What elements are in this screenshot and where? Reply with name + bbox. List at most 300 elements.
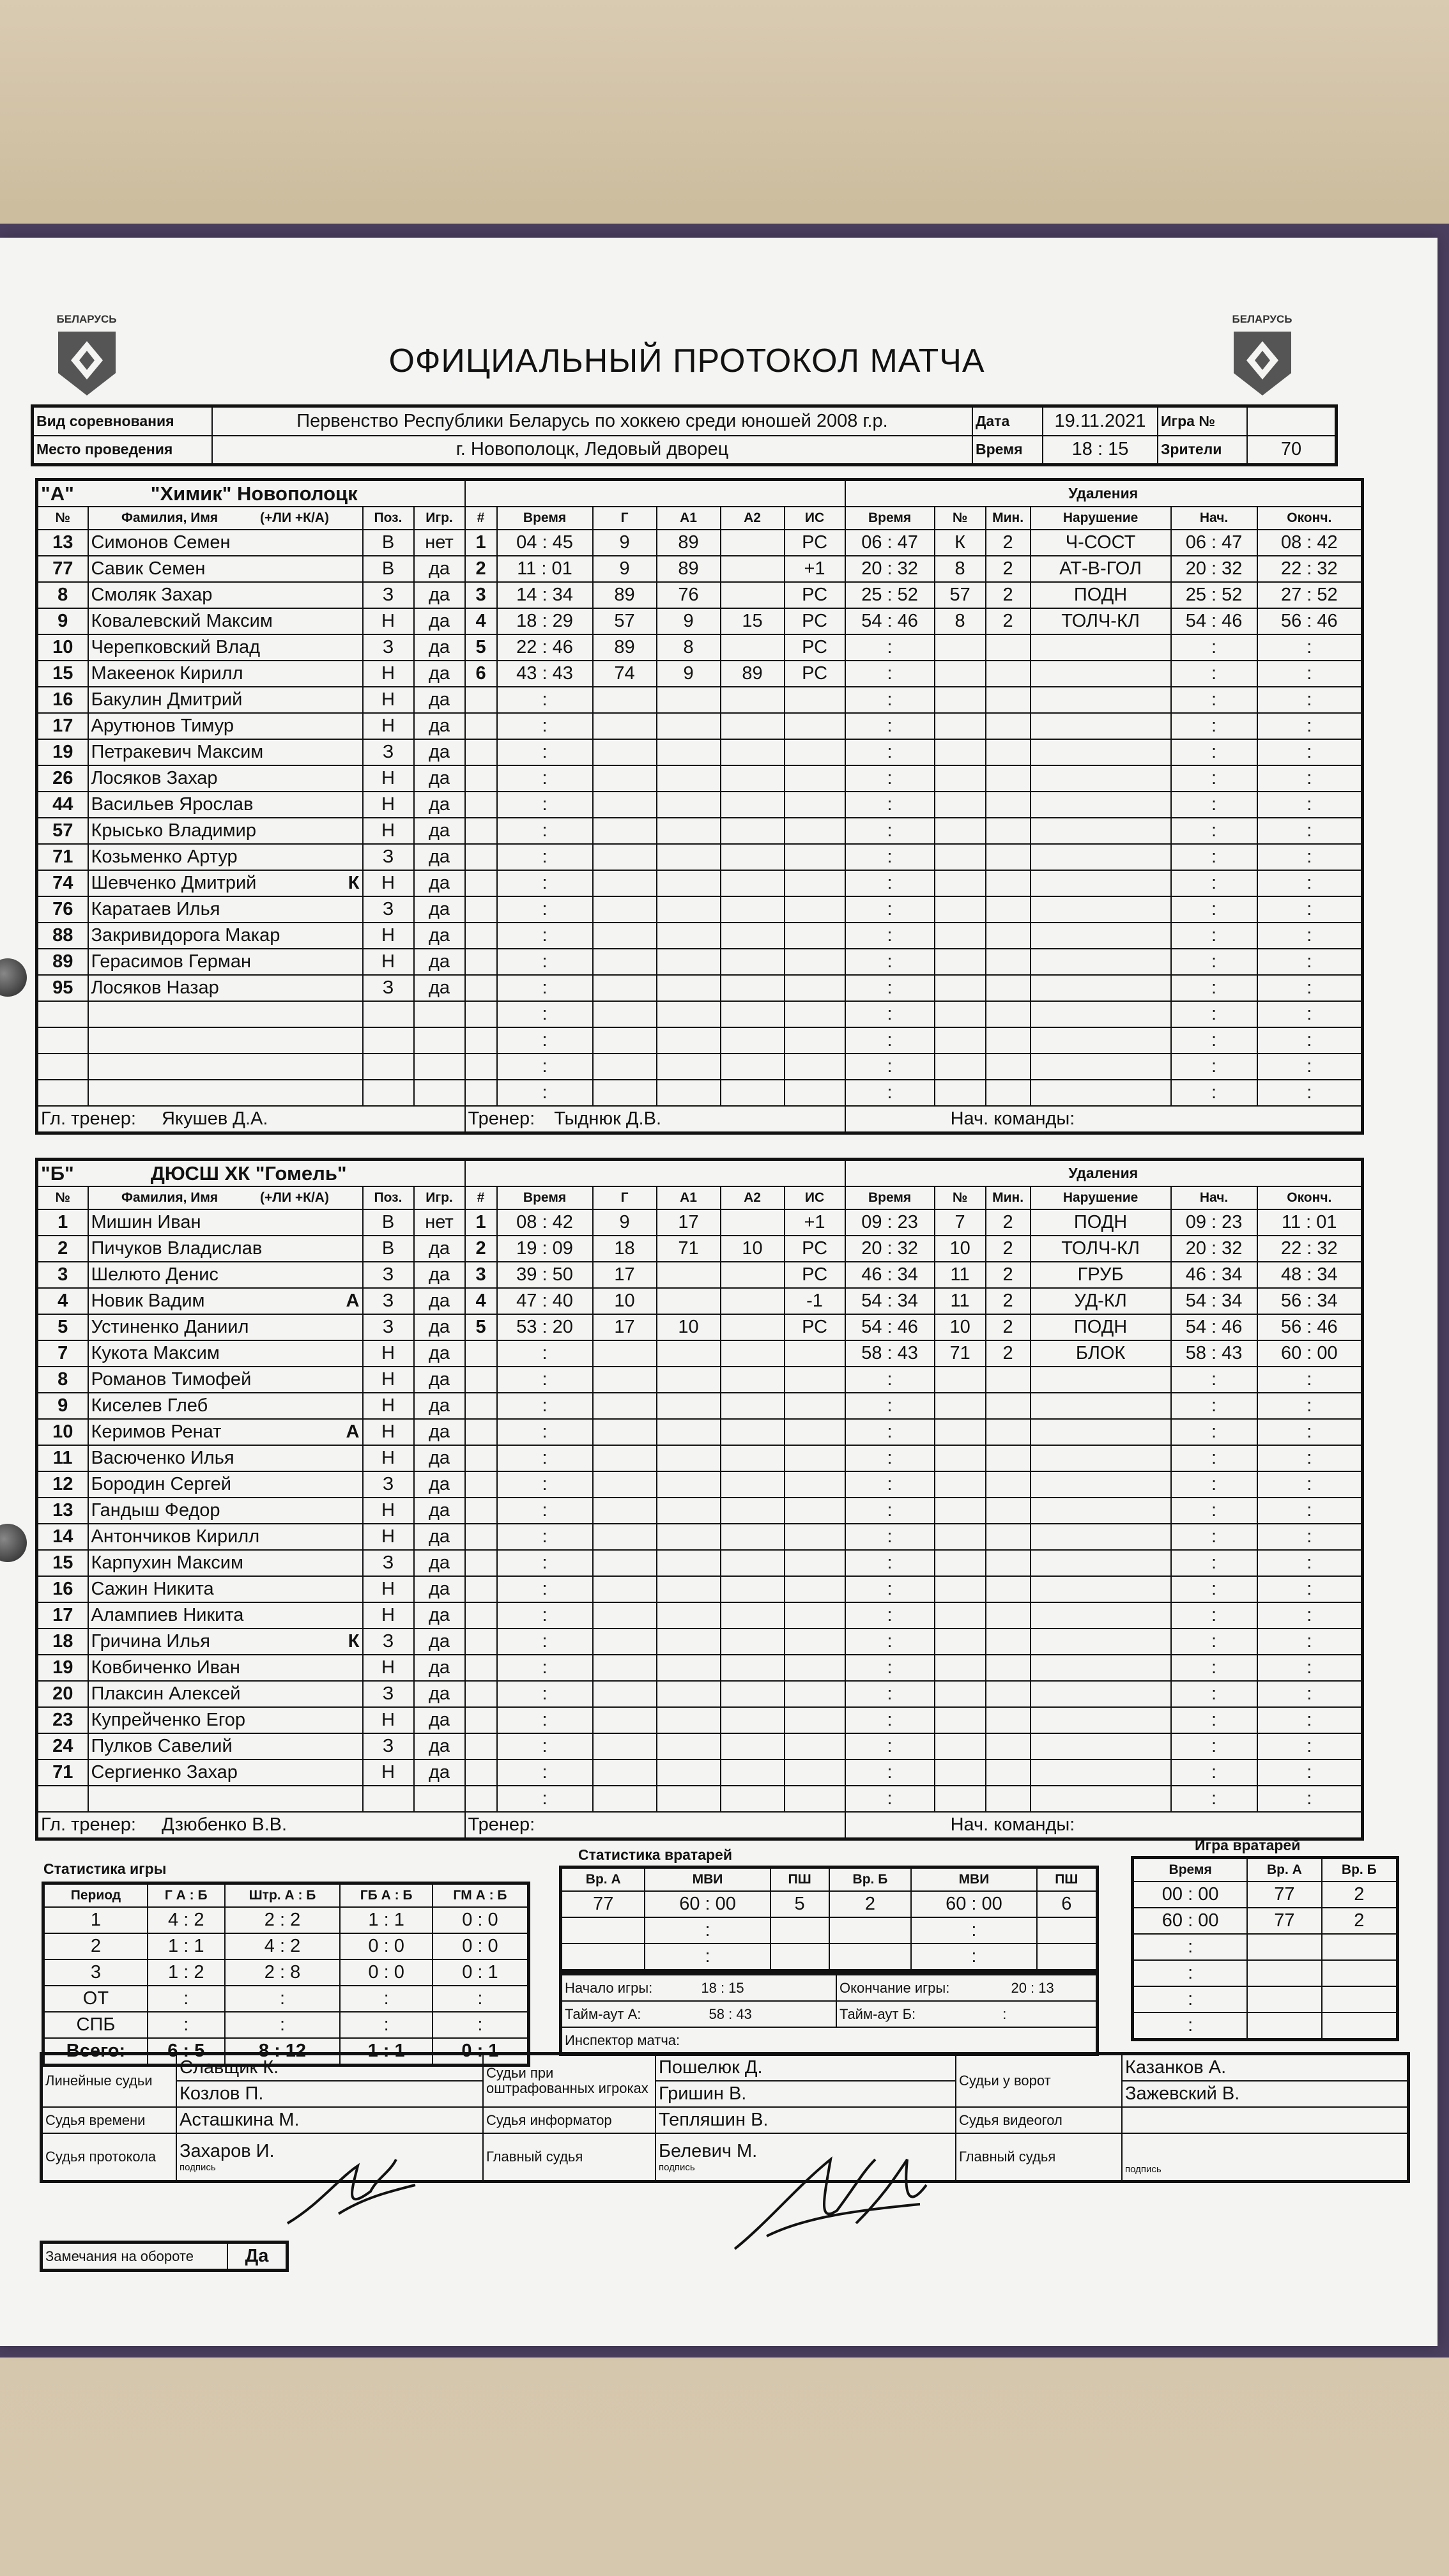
pen-infraction: ПОДН — [1031, 582, 1171, 608]
player-name: Макеенок Кирилл — [91, 663, 243, 684]
goal-a2 — [721, 1314, 785, 1340]
col-p-no: № — [935, 507, 986, 530]
player-played: да — [414, 1393, 465, 1419]
goal-num: 4 — [465, 1288, 497, 1314]
player-name-cell — [88, 818, 363, 844]
gk-cell: 2 — [829, 1891, 912, 1917]
head-coach: Дзюбенко В.В. — [161, 1814, 288, 1835]
stats-total: 1 : 1 — [340, 2038, 432, 2066]
pen-time: 54 : 46 — [845, 608, 935, 634]
player-name-cell — [88, 792, 363, 818]
pen-start: 58 : 43 — [1171, 1340, 1257, 1367]
pen-time: 25 : 52 — [845, 582, 935, 608]
table-row — [37, 1314, 1363, 1340]
player-name: Шелюто Денис — [91, 1264, 218, 1285]
pen-infraction: БЛОК — [1031, 1340, 1171, 1367]
gk-cell: 60 : 00 — [645, 1891, 770, 1917]
col-a2: А2 — [721, 507, 785, 530]
stats-cell: : — [340, 1986, 432, 2012]
player-name: Купрейченко Егор — [91, 1710, 246, 1730]
pen-infraction: ТОЛЧ-КЛ — [1031, 608, 1171, 634]
player-name: Бородин Сергей — [91, 1474, 231, 1494]
pen-end: 22 : 32 — [1257, 556, 1363, 582]
player-pos: В — [363, 530, 414, 556]
gkgame-cell: 00 : 00 — [1133, 1882, 1248, 1908]
gkgame-header: Вр. Б — [1322, 1858, 1398, 1882]
stats-header: ГБ А : Б — [340, 1883, 432, 1908]
stats-cell: 0 : 0 — [340, 1933, 432, 1959]
goal-scorer: 17 — [593, 1262, 657, 1288]
player-name-cell — [88, 687, 363, 713]
head-judge: Белевич М. — [659, 2140, 758, 2161]
player-pos: З — [363, 1681, 414, 1707]
timeout-a-value: 58 : 43 — [709, 2005, 752, 2022]
game-times-table — [559, 1972, 1099, 2056]
col-p-min: Мин. — [986, 507, 1031, 530]
table-row: : : : : — [37, 1027, 1363, 1054]
player-name-cell — [88, 1419, 363, 1445]
player-pos: З — [363, 1262, 414, 1288]
player-pos: Н — [363, 949, 414, 975]
table-row: 95 Лосяков Назар З да : : : : — [37, 975, 1363, 1001]
pen-min: 2 — [986, 530, 1031, 556]
player-name-cell — [88, 1733, 363, 1759]
table-row: 20 Плаксин Алексей З да : : : : — [37, 1681, 1363, 1707]
player-played: да — [414, 1419, 465, 1445]
logo-text: БЕЛАРУСЬ — [56, 313, 117, 325]
col-name — [88, 507, 363, 530]
player-name: Каратаев Илья — [91, 899, 220, 919]
player-played: да — [414, 634, 465, 661]
table-row: 17 Алампиев Никита Н да : : : : — [37, 1602, 1363, 1629]
goal-time: 47 : 40 — [497, 1288, 593, 1314]
player-played: да — [414, 608, 465, 634]
gkgame-cell: 60 : 00 — [1133, 1908, 1248, 1934]
head-coach-label: Гл. тренер: — [41, 1108, 136, 1129]
player-pos: Н — [363, 661, 414, 687]
stats-cell: 3 — [43, 1959, 148, 1986]
player-number: 7 — [37, 1340, 88, 1367]
trainer-label: Тренер: — [468, 1814, 535, 1835]
pen-infraction: ПОДН — [1031, 1314, 1171, 1340]
timekeeper-label: Судья времени — [42, 2107, 177, 2133]
player-name-cell — [88, 661, 363, 687]
player-name: Новик Вадим — [91, 1291, 205, 1311]
pen-time: 54 : 46 — [845, 1314, 935, 1340]
pen-time: 20 : 32 — [845, 1236, 935, 1262]
game-stats-table — [42, 1882, 530, 2067]
player-pos: З — [363, 634, 414, 661]
goal-time: 53 : 20 — [497, 1314, 593, 1340]
stats-cell: 1 : 2 — [148, 1959, 225, 1986]
player-pos: Н — [363, 1340, 414, 1367]
player-number: 8 — [37, 582, 88, 608]
player-pos: З — [363, 1733, 414, 1759]
goal-scorer: 9 — [593, 1209, 657, 1236]
table-row: 14 Антончиков Кирилл Н да : : : : — [37, 1524, 1363, 1550]
pen-title: Удаления — [845, 480, 1363, 507]
player-name: Арутюнов Тимур — [91, 716, 234, 736]
officials-table — [40, 2052, 1410, 2183]
player-number: 11 — [37, 1445, 88, 1471]
notes-label: Замечания на обороте — [42, 2242, 228, 2271]
table-row — [43, 1933, 529, 1959]
time-label: Время — [972, 436, 1043, 465]
pen-start: 25 : 52 — [1171, 582, 1257, 608]
end-value: 20 : 13 — [1011, 1979, 1054, 1996]
stats-cell: 0 : 0 — [433, 1933, 529, 1959]
player-played: да — [414, 1733, 465, 1759]
col-is: ИС — [785, 507, 845, 530]
goal-a2: 15 — [721, 608, 785, 634]
player-name: Савик Семен — [91, 558, 206, 579]
pen-min: 2 — [986, 582, 1031, 608]
player-name: Сергиенко Захар — [91, 1762, 238, 1782]
captain-mark: А — [346, 1291, 360, 1311]
team-name: "Химик" Новополоцк — [150, 482, 358, 505]
player-number: 88 — [37, 923, 88, 949]
goal-a1: 9 — [657, 661, 721, 687]
player-pos: Н — [363, 1498, 414, 1524]
gkgame-cell: 77 — [1247, 1908, 1321, 1934]
player-name: Романов Тимофей — [91, 1369, 252, 1390]
player-number: 10 — [37, 1419, 88, 1445]
video-label: Судья видеогол — [956, 2107, 1122, 2133]
player-number: 17 — [37, 713, 88, 739]
goal-situation: -1 — [785, 1288, 845, 1314]
stats-cell: : — [148, 1986, 225, 2012]
team-table — [35, 1158, 1364, 1841]
table-row: 18 Гричина Илья К З да : : : : — [37, 1629, 1363, 1655]
table-row: : : : : — [37, 1080, 1363, 1106]
stats-cell: 2 : 8 — [225, 1959, 341, 1986]
table-row — [37, 1288, 1363, 1314]
player-played: да — [414, 1445, 465, 1471]
player-played: да — [414, 1655, 465, 1681]
goal-a1: 9 — [657, 608, 721, 634]
col-p-start: Нач. — [1171, 1186, 1257, 1209]
goal-time: 19 : 09 — [497, 1236, 593, 1262]
goal-a2 — [721, 582, 785, 608]
gk-header: ПШ — [770, 1867, 829, 1892]
player-pos: Н — [363, 1576, 414, 1602]
pen-infraction: ТОЛЧ-КЛ — [1031, 1236, 1171, 1262]
head-judge-label: Главный судья — [483, 2133, 656, 2181]
player-played: да — [414, 1498, 465, 1524]
spect-label: Зрители — [1158, 436, 1247, 465]
player-pos: Н — [363, 608, 414, 634]
player-pos: Н — [363, 1602, 414, 1629]
player-played: да — [414, 1629, 465, 1655]
team-chief-label: Нач. команды: — [950, 1814, 1075, 1835]
player-name: Васюченко Илья — [91, 1448, 234, 1468]
col-time: Время — [497, 1186, 593, 1209]
table-row: 10 Черепковский Влад З да 5 22 : 46 89 8 РС : : : — [37, 634, 1363, 661]
col-p-inf: Нарушение — [1031, 507, 1171, 530]
col-played: Игр. — [414, 1186, 465, 1209]
player-played: да — [414, 844, 465, 870]
player-name-cell — [88, 713, 363, 739]
team-table — [35, 478, 1364, 1135]
goal-situation: +1 — [785, 556, 845, 582]
goal-num: 3 — [465, 582, 497, 608]
pen-end: 27 : 52 — [1257, 582, 1363, 608]
stats-cell: : — [148, 2012, 225, 2038]
pen-infraction: Ч-СОСТ — [1031, 530, 1171, 556]
goal-a1: 89 — [657, 530, 721, 556]
goal-situation: РС — [785, 634, 845, 661]
player-number: 20 — [37, 1681, 88, 1707]
player-pos: Н — [363, 1655, 414, 1681]
pen-time: 09 : 23 — [845, 1209, 935, 1236]
goal-a1: 71 — [657, 1236, 721, 1262]
gkgame-cell: 77 — [1247, 1882, 1321, 1908]
comp-value: Первенство Республики Беларусь по хоккею среди юношей 2008 г.р. — [212, 406, 972, 436]
stats-cell: 0 : 0 — [340, 1959, 432, 1986]
player-played: да — [414, 765, 465, 792]
player-number: 95 — [37, 975, 88, 1001]
pen-player: 10 — [935, 1314, 986, 1340]
col-p-time: Время — [845, 507, 935, 530]
player-pos: Н — [363, 818, 414, 844]
player-name: Карпухин Максим — [91, 1552, 243, 1573]
gk-cell: 5 — [770, 1891, 829, 1917]
pen-infraction: УД-КЛ — [1031, 1288, 1171, 1314]
goal-scorer: 74 — [593, 661, 657, 687]
player-name: Лосяков Захар — [91, 768, 218, 788]
table-row — [37, 1236, 1363, 1262]
pen-end: 56 : 46 — [1257, 608, 1363, 634]
stats-cell: : — [225, 1986, 341, 2012]
goal-a1 — [657, 1288, 721, 1314]
page-title: ОФИЦИАЛЬНЫЙ ПРОТОКОЛ МАТЧА — [388, 342, 985, 379]
col-num: № — [37, 1186, 88, 1209]
col-is: ИС — [785, 1186, 845, 1209]
goal-situation: РС — [785, 1314, 845, 1340]
pen-judges-label: Судьи при оштрафованных игроках — [483, 2054, 656, 2108]
head-coach-label: Гл. тренер: — [41, 1814, 136, 1835]
goal-scorer: 17 — [593, 1314, 657, 1340]
player-number: 10 — [37, 634, 88, 661]
gk-header: МВИ — [911, 1867, 1036, 1892]
gkgame-cell: 2 — [1322, 1882, 1398, 1908]
player-number: 44 — [37, 792, 88, 818]
informer: Тепляшин В. — [656, 2107, 956, 2133]
pen-player: 8 — [935, 608, 986, 634]
goal-a2 — [721, 1288, 785, 1314]
player-name: Смоляк Захар — [91, 585, 213, 605]
goal-situation: +1 — [785, 1209, 845, 1236]
player-pos: В — [363, 1236, 414, 1262]
pen-infraction: АТ-В-ГОЛ — [1031, 556, 1171, 582]
player-number: 14 — [37, 1524, 88, 1550]
goal-a2 — [721, 634, 785, 661]
player-name-cell — [88, 1524, 363, 1550]
goal-time: 18 : 29 — [497, 608, 593, 634]
team-letter: "А" — [41, 482, 74, 505]
player-pos: Н — [363, 1707, 414, 1733]
table-row: 10 Керимов Ренат А Н да : : : : — [37, 1419, 1363, 1445]
player-name-cell — [88, 765, 363, 792]
player-played: да — [414, 1471, 465, 1498]
goal-a1 — [657, 1262, 721, 1288]
table-row: : : : : — [37, 1786, 1363, 1812]
player-number: 15 — [37, 1550, 88, 1576]
head-judge-2-label: Главный судья — [956, 2133, 1122, 2181]
stats-cell: : — [225, 2012, 341, 2038]
col-name — [88, 1186, 363, 1209]
goal-scorer: 9 — [593, 556, 657, 582]
player-played: да — [414, 687, 465, 713]
player-pos: Н — [363, 1367, 414, 1393]
player-number: 13 — [37, 1498, 88, 1524]
stats-cell: 2 : 2 — [225, 1907, 341, 1933]
stats-cell: : — [340, 2012, 432, 2038]
lines-label: Линейные судьи — [42, 2054, 177, 2108]
player-number: 74 — [37, 870, 88, 896]
table-row: 24 Пулков Савелий З да : : : : — [37, 1733, 1363, 1759]
captain-mark: К — [348, 873, 360, 893]
goal-num: 6 — [465, 661, 497, 687]
stats-title: Статистика игры — [43, 1860, 167, 1877]
player-played: да — [414, 949, 465, 975]
goal-judge-2: Зажевский В. — [1122, 2081, 1409, 2107]
gkgame-title: Игра вратарей — [1195, 1837, 1301, 1853]
pen-start: 54 : 46 — [1171, 1314, 1257, 1340]
spect-value: 70 — [1247, 436, 1337, 465]
pen-judge-1: Пошелюк Д. — [656, 2054, 956, 2082]
pen-end: 22 : 32 — [1257, 1236, 1363, 1262]
player-name: Гандыш Федор — [91, 1500, 220, 1521]
player-played: да — [414, 1367, 465, 1393]
player-name: Сажин Никита — [91, 1579, 214, 1599]
start-value: 18 : 15 — [701, 1979, 744, 1996]
gkgame-header: Вр. А — [1247, 1858, 1321, 1882]
goal-situation: РС — [785, 582, 845, 608]
pen-infraction: ПОДН — [1031, 1209, 1171, 1236]
player-number: 71 — [37, 1759, 88, 1786]
player-name: Крысько Владимир — [91, 820, 256, 841]
col-a1: А1 — [657, 1186, 721, 1209]
col-a1: А1 — [657, 507, 721, 530]
pen-time: 46 : 34 — [845, 1262, 935, 1288]
pen-player: 7 — [935, 1209, 986, 1236]
player-pos: Н — [363, 923, 414, 949]
pen-min: 2 — [986, 1262, 1031, 1288]
goal-num: 2 — [465, 1236, 497, 1262]
player-pos: В — [363, 556, 414, 582]
table-row — [37, 582, 1363, 608]
player-name: Черепковский Влад — [91, 637, 261, 657]
player-pos: В — [363, 1209, 414, 1236]
player-played: да — [414, 818, 465, 844]
player-pos: З — [363, 1288, 414, 1314]
player-name-cell — [88, 844, 363, 870]
pen-title: Удаления — [845, 1160, 1363, 1187]
captain-mark: К — [348, 1631, 360, 1652]
player-number: 77 — [37, 556, 88, 582]
goal-a1: 8 — [657, 634, 721, 661]
table-row: : : : : — [37, 1054, 1363, 1080]
player-number: 8 — [37, 1367, 88, 1393]
table-row: 8 Романов Тимофей Н да : : : : — [37, 1367, 1363, 1393]
player-played: да — [414, 582, 465, 608]
goal-situation: РС — [785, 530, 845, 556]
protocol-judge-label: Судья протокола — [42, 2133, 177, 2181]
player-name-cell — [88, 1759, 363, 1786]
player-number: 2 — [37, 1236, 88, 1262]
player-played: да — [414, 713, 465, 739]
game-label: Игра № — [1158, 406, 1247, 436]
player-played: да — [414, 923, 465, 949]
goal-a2 — [721, 556, 785, 582]
gkgame-cell: 2 — [1322, 1908, 1398, 1934]
stats-cell: 1 — [43, 1907, 148, 1933]
col-name-note: (+ЛИ +К/А) — [259, 510, 329, 525]
player-name: Герасимов Герман — [91, 951, 251, 972]
goal-situation: РС — [785, 1236, 845, 1262]
col-hash: # — [465, 1186, 497, 1209]
col-g: Г — [593, 1186, 657, 1209]
player-number: 26 — [37, 765, 88, 792]
player-pos: З — [363, 739, 414, 765]
goal-time: 14 : 34 — [497, 582, 593, 608]
trainer: Тыднюк Д.В. — [554, 1108, 661, 1129]
comp-label: Вид соревнования — [33, 406, 213, 436]
stats-total: 6 : 5 — [148, 2038, 225, 2066]
player-name: Петракевич Максим — [91, 742, 264, 762]
pen-min: 2 — [986, 1340, 1031, 1367]
player-played: да — [414, 1262, 465, 1288]
player-name-cell — [88, 739, 363, 765]
table-row — [43, 1959, 529, 1986]
player-name-cell — [88, 1681, 363, 1707]
player-name-cell — [88, 1209, 363, 1236]
player-number: 4 — [37, 1288, 88, 1314]
goal-num: 4 — [465, 608, 497, 634]
stats-cell: : — [433, 2012, 529, 2038]
pen-end: 56 : 34 — [1257, 1288, 1363, 1314]
table-row: 17 Арутюнов Тимур Н да : : : : — [37, 713, 1363, 739]
table-row: 23 Купрейченко Егор Н да : : : : — [37, 1707, 1363, 1733]
goal-num: 2 — [465, 556, 497, 582]
player-played: да — [414, 1576, 465, 1602]
table-row — [43, 2012, 529, 2038]
goal-scorer: 10 — [593, 1288, 657, 1314]
table-row: 19 Петракевич Максим З да : : : : — [37, 739, 1363, 765]
player-name: Мишин Иван — [91, 1212, 201, 1232]
goal-scorer: 57 — [593, 608, 657, 634]
col-pos: Поз. — [363, 507, 414, 530]
player-pos: З — [363, 582, 414, 608]
col-hash: # — [465, 507, 497, 530]
player-name: Закривидорога Макар — [91, 925, 280, 946]
player-name-cell — [88, 634, 363, 661]
table-row — [37, 608, 1363, 634]
player-pos: З — [363, 975, 414, 1001]
player-number: 18 — [37, 1629, 88, 1655]
col-p-start: Нач. — [1171, 507, 1257, 530]
goal-a2: 89 — [721, 661, 785, 687]
gkgame-header: Время — [1133, 1858, 1248, 1882]
player-name-cell — [88, 870, 363, 896]
player-pos: З — [363, 1550, 414, 1576]
player-number: 17 — [37, 1602, 88, 1629]
player-name: Козьменко Артур — [91, 847, 238, 867]
player-name-cell — [88, 1262, 363, 1288]
col-p-inf: Нарушение — [1031, 1186, 1171, 1209]
stats-cell: 4 : 2 — [148, 1907, 225, 1933]
